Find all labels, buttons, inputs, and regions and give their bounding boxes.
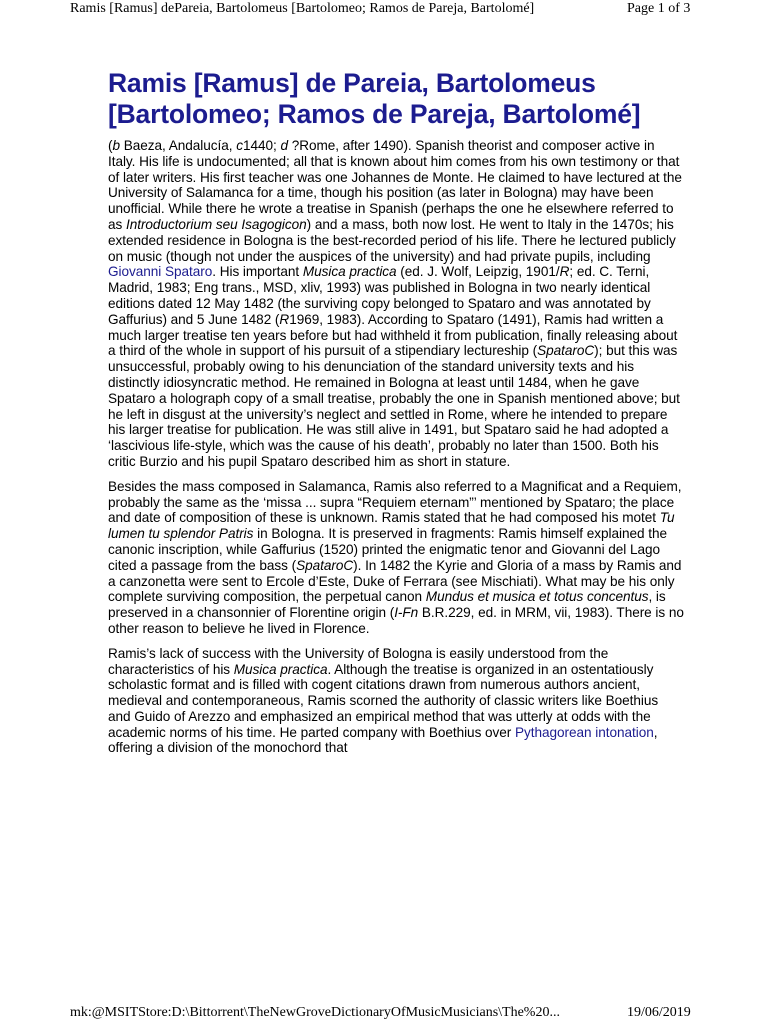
text-run: ( — [108, 138, 113, 153]
text-run: . His important — [212, 264, 303, 280]
birth-abbrev: b — [112, 138, 120, 153]
library-siglum: I-Fn — [394, 605, 419, 621]
source-abbrev: SpataroC — [537, 343, 595, 359]
work-title: Musica practica — [302, 264, 397, 280]
text-run: , offering a division of the monochord that — [108, 724, 658, 756]
text-run: , is preserved in a chansonnier of Florentine origin ( — [108, 589, 666, 621]
footer-source-path: mk:@MSITStore:D:\Bittorrent\TheNewGroveDictionaryOfMusicMusicians\The%20... — [70, 1005, 560, 1020]
text-run: in Bologna. It is preserved in fragments: Ramis himself explained the canonic inscription, while Gaffurius (1520) printed the enigmatic tenor and Giovanni del Lago cited a passage from the bass ( — [108, 526, 667, 573]
text-run: 1969, 1983). According to Spataro (1491), Ramis had written a much larger treatise ten years before but had withheld it from publication, finally releasing about a third of the whole in support of his pursuit of a stipendiary lectureship ( — [108, 311, 678, 359]
text-run: . Although the treatise is organized in an ostentatiously scholastic format and is filled with cogent citations drawn from numerous authors ancient, medieval and contemporaneous, Ramis scorned the authority of classic writers like Boethius and Guido of Arezzo and emphasized an empirical method that was utterly at odds with the academic norms of his time. He parted company with Boethius over — [108, 661, 659, 740]
article-content — [108, 68, 684, 756]
print-header — [0, 0, 768, 22]
article-paragraph-3 — [108, 646, 684, 757]
article-paragraph-1 — [108, 138, 684, 470]
link-pythagorean-intonation[interactable]: Pythagorean intonation — [515, 724, 654, 740]
work-title: Musica practica — [233, 661, 328, 677]
header-page-number: Page 1 of 3 — [627, 1, 691, 16]
text-run: ); but this was unsuccessful, probably owing to his denunciation of the standard university texts and his distinctly idiosyncratic method. He remained in Bologna at least until 1484, when he gave Spataro a holograph copy of a small treatise, probably the one in Spanish mentioned above; but he left in disgust at the university’s neglect and settled in Rome, where he intended to prepare his larger treatise for publication. He was still alive in 1491, but Spataro said he had adopted a ‘lascivious life-style, which was the cause of his death’, probably no later than 1500. Both his critic Burzio and his pupil Spataro described him as short in stature. — [108, 343, 680, 469]
text-run: B.R.229, ed. in MRM, vii, 1983). There is no other reason to believe he lived in Florence. — [108, 605, 684, 636]
footer-print-date: 19/06/2019 — [627, 1005, 691, 1020]
text-run: Ramis’s lack of success with the University of Bologna is easily understood from the characteristics of his — [108, 645, 609, 677]
text-run: ). In 1482 the Kyrie and Gloria of a mass by Ramis and a canzonetta were sent to Ercole d’Este, Duke of Ferrara (see Mischiati). What may be his only complete surviving composition, the perpetual canon — [108, 557, 682, 605]
work-title: Tu lumen tu splendor Patris — [108, 510, 675, 542]
work-title: Mundus et musica et totus concentus — [425, 589, 649, 605]
reprint-abbrev: R — [279, 311, 290, 327]
text-run: ?Rome, after 1490). Spanish theorist and composer active in Italy. His life is undocumented; all that is known about him comes from his own testimony or that of later writers. His first teacher was one Johannes de Monte. He claimed to have lectured at the University of Salamanca for a time, though his position (as later in Bologna) may have been unofficial. While there he wrote a treatise in Spanish (perhaps the one he elsewhere referred to as — [108, 138, 682, 232]
text-run: Baeza, Andalucía, — [120, 138, 237, 153]
link-giovanni-spataro[interactable]: Giovanni Spataro — [108, 264, 213, 280]
source-abbrev: SpataroC — [296, 557, 354, 573]
print-footer — [0, 1004, 768, 1024]
circa-abbrev: c — [236, 138, 243, 153]
text-run: ; ed. C. Terni, Madrid, 1983; Eng trans., MSD, xliv, 1993) was published in Bologna in two nearly identical editions dated 12 May 1482 (the surviving copy belonged to Spataro and was annotated by Gaffurius) and 5 June 1482 ( — [108, 264, 651, 327]
text-run: ) and a mass, both now lost. He went to Italy in the 1470s; his extended residence in Bologna is the best-recorded period of his life. There he lectured publicly on music (though not under the auspices of the university) and had private pupils, including — [108, 216, 676, 264]
article-paragraph-2 — [108, 479, 684, 637]
text-run: 1440; — [242, 138, 281, 153]
article-title: Ramis [Ramus] de Pareia, Bartolomeus [Bartolomeo; Ramos de Pareja, Bartolomé] — [108, 68, 641, 129]
reprint-abbrev: R — [559, 264, 570, 280]
text-run: Besides the mass composed in Salamanca, Ramis also referred to a Magnificat and a Requiem, probably the same as the ‘missa ... supra “Requiem eternam”’ mentioned by Spataro; the place and date of composition of these is unknown. Ramis stated that he had composed his motet — [108, 478, 682, 526]
text-run: (ed. J. Wolf, Leipzig, 1901/ — [396, 264, 560, 280]
death-abbrev: d — [280, 138, 288, 153]
header-document-title: Ramis [Ramus] dePareia, Bartolomeus [Bartolomeo; Ramos de Pareja, Bartolomé] — [70, 1, 535, 16]
work-title: Introductorium seu Isagogicon — [125, 216, 307, 232]
